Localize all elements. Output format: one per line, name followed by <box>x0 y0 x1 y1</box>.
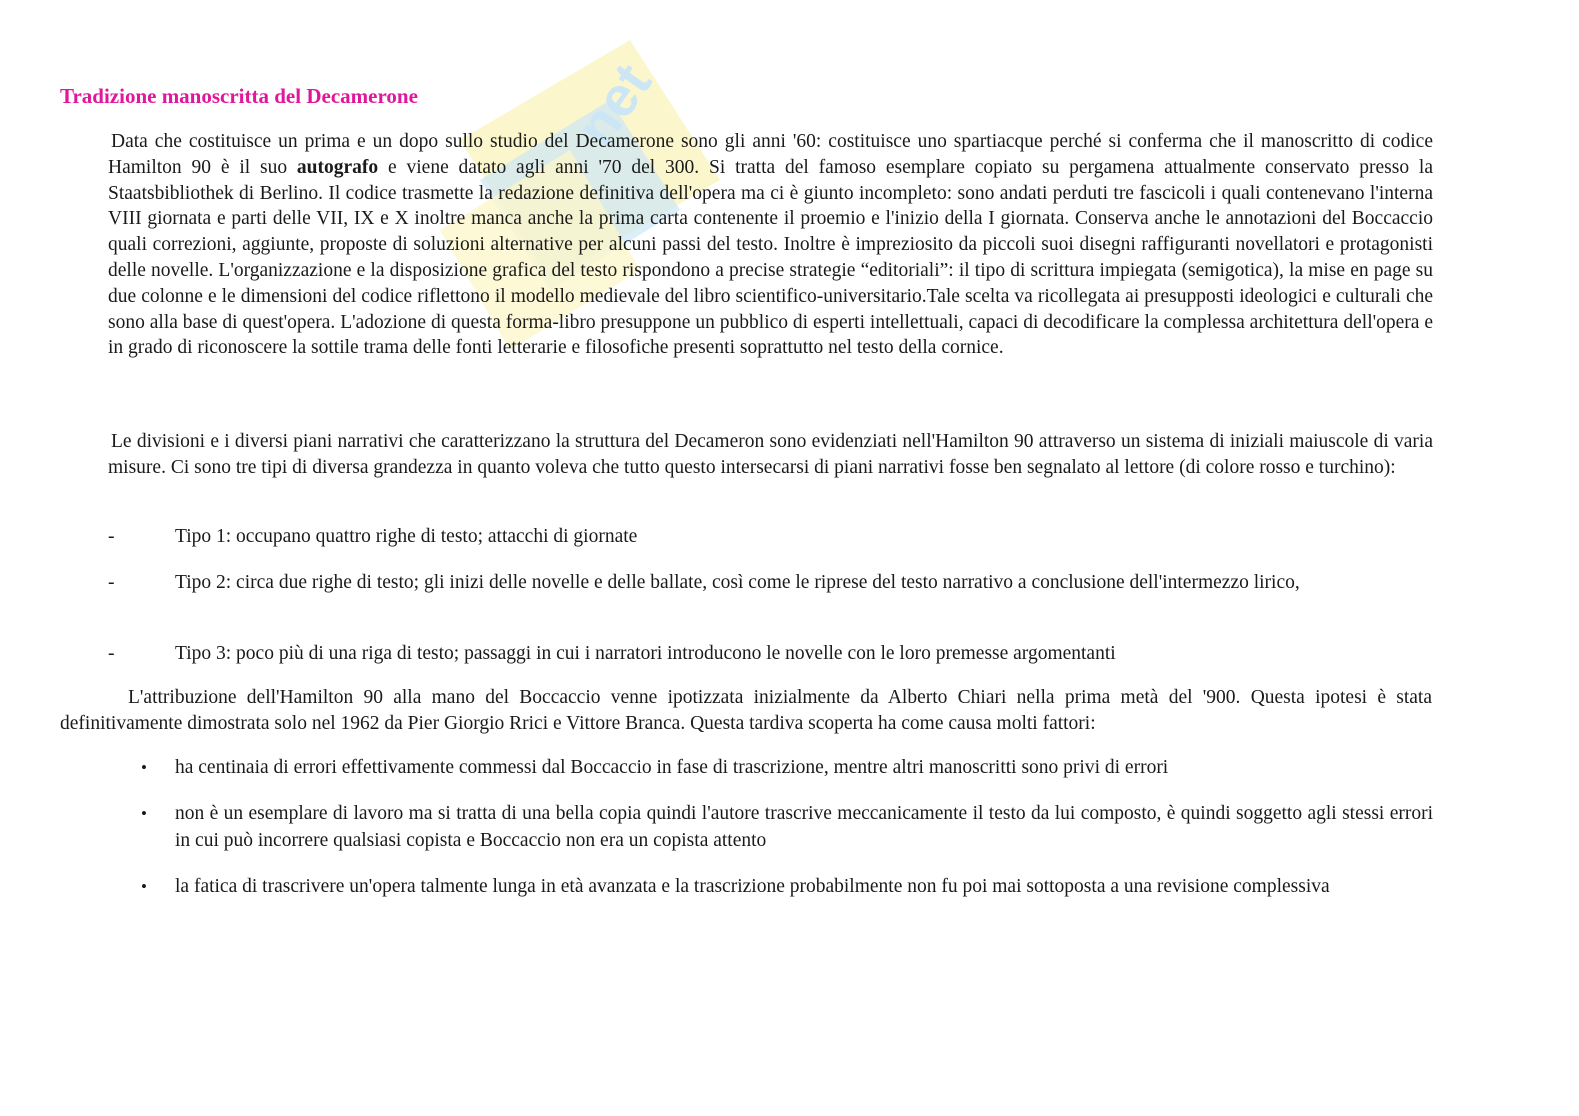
bold-term-autografo: autografo <box>296 156 379 178</box>
bullet-mark: • <box>141 804 147 823</box>
dash-mark: - <box>108 643 115 664</box>
paragraph-autografo <box>108 129 1433 361</box>
dash-list-item <box>108 570 1432 596</box>
bullet-mark: • <box>141 877 147 896</box>
bullet-item-text: non è un esemplare di lavoro ma si tratta di una bella copia quindi l'autore trascrive meccanicamente il testo da lui composto, è quindi soggetto agli stessi errori in cui può incorrere qualsiasi copista e Boccaccio non era un copista attento <box>175 803 1433 851</box>
bullet-list-item <box>141 873 1433 900</box>
bullet-list-item <box>141 800 1433 854</box>
paragraph-divisioni <box>108 429 1433 481</box>
paragraph-2-text: Le divisioni e i diversi piani narrativi che caratterizzano la struttura del Decameron sono evidenziati nell'Hamilton 90 attraverso un sistema di iniziali maiuscole di varia misure. Ci sono tre tipi di diversa grandezza in quanto voleva che tutto questo intersecarsi di piani narrativi fosse ben segnalato al lettore (di colore rosso e turchino): <box>108 431 1433 478</box>
dash-item-text: Tipo 2: circa due righe di testo; gli inizi delle novelle e delle ballate, così come le riprese del testo narrativo a conclusione dell'intermezzo lirico, <box>175 572 1300 593</box>
dash-item-text: Tipo 1: occupano quattro righe di testo; attacchi di giornate <box>175 526 638 547</box>
paragraph-1-text-start: Data che costituisce un prima e un dopo sullo studio del Decamerone sono gli anni '60: costituisce uno spartiacque perché si conferma che il manoscritto di codice Hamilton 90 è il suo <box>108 131 1433 178</box>
dash-mark: - <box>108 526 115 547</box>
bullet-item-text: la fatica di trascrivere un'opera talmente lunga in età avanzata e la trascrizione probabilmente non fu poi mai sottoposta a una revisione complessiva <box>175 876 1330 897</box>
paragraph-1-text-end: e viene datato agli anni '70 del 300. Si tratta del famoso esemplare copiato su pergamena attualmente conservato presso la Staatsbibliothek di Berlino. Il codice trasmette la redazione definitiva dell'opera ma ci è giunto incompleto: sono andati perduti tre fascicoli i quali contenevano l'interna VIII giornata e parti delle VII, IX e X inoltre manca anche la prima carta contenente il proemio e l'inizio della I giornata. Conserva anche le annotazioni del Boccaccio quali correzioni, aggiunte, proposte di soluzioni alternative per alcuni passi del testo. Inoltre è impreziosito da piccoli suoi disegni raffiguranti novellatori e protagonisti delle novelle. L'organizzazione e la disposizione grafica del testo rispondono a precise strategie “editoriali”: il tipo di scrittura impiegata (semigotica), la mise en page su due colonne e le dimensioni del codice riflettono il modello medievale del libro scientifico-universitario.Tale scelta va ricollegata ai presupposti ideologici e culturali che sono alla base di quest'opera. L'adozione di questa forma-libro presuppone un pubblico di esperti intellettuali, capaci di decodificare la complessa architettura dell'opera e in grado di riconoscere la sottile trama delle fonti letterarie e filosofiche presenti soprattutto nel testo della cornice. <box>108 156 1433 359</box>
watermark-logo-text: net <box>563 51 664 157</box>
bullet-list-item <box>141 754 1433 781</box>
dash-mark: - <box>108 572 115 593</box>
bullet-mark: • <box>141 758 147 777</box>
bullet-item-text: ha centinaia di errori effettivamente commessi dal Boccaccio in fase di trascrizione, mentre altri manoscritti sono privi di errori <box>175 757 1169 778</box>
paragraph-attribuzione: L'attribuzione dell'Hamilton 90 alla mano del Boccaccio venne ipotizzata inizialmente da Alberto Chiari nella prima metà del '900. Questa ipotesi è stata definitivamente dimostrata solo nel 1962 da Pier Giorgio Rrici e Vittore Branca. Questa tardiva scoperta ha come causa molti fattori: <box>60 687 1432 734</box>
document-title: Tradizione manoscritta del Decamerone <box>60 84 418 108</box>
dash-list-item <box>108 641 1432 667</box>
dash-item-text: Tipo 3: poco più di una riga di testo; passaggi in cui i narratori introducono le novelle con le loro premesse argomentanti <box>175 643 1116 664</box>
dash-list-item <box>108 524 1432 550</box>
